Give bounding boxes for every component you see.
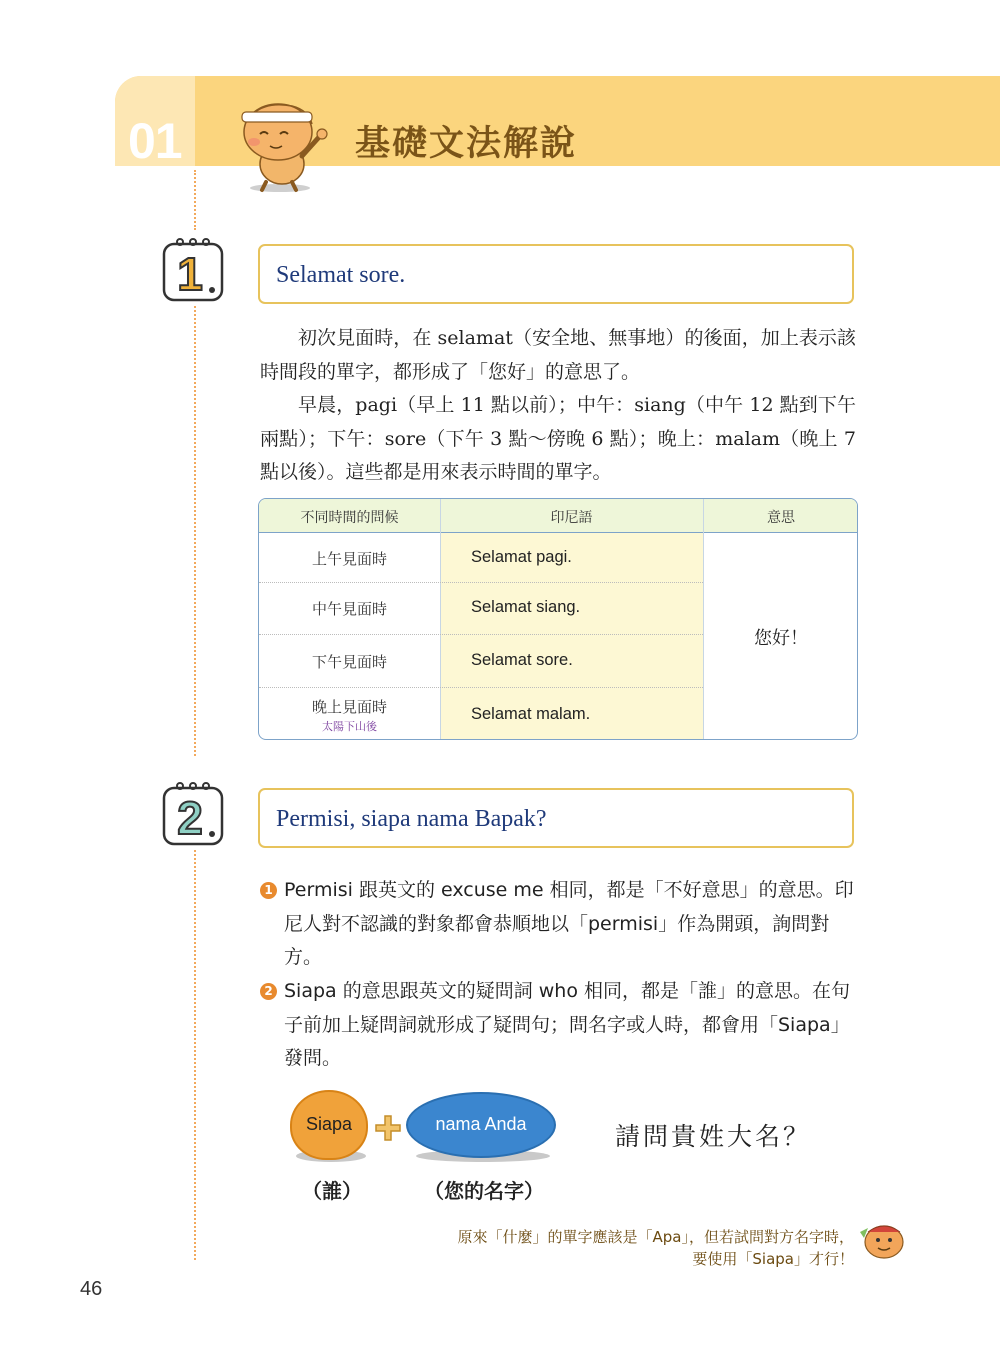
table-header-cell: 不同時間的問候 — [300, 510, 399, 526]
note-text: Permisi 跟英文的 excuse me 相同，都是「不好意思」的意思。印尼人對不認識的對象都會恭順地以「permisi」作為開頭，詢問對方。 — [284, 879, 854, 968]
calendar-badge-icon — [160, 234, 226, 304]
note-item — [260, 874, 856, 975]
siapa-gloss: （誰） — [302, 1179, 362, 1203]
tip-text — [380, 1226, 854, 1270]
table-cell-indonesian: Selamat sore. — [471, 651, 573, 669]
explanation-text — [260, 322, 856, 490]
page-number: 46 — [80, 1278, 103, 1300]
row-divider — [259, 582, 703, 583]
nama-anda-word: nama Anda — [435, 1114, 527, 1134]
dotted-guide — [194, 850, 196, 1260]
siapa-bubble — [290, 1090, 368, 1160]
nama-anda-gloss: （您的名字） — [424, 1179, 544, 1203]
section-heading-box — [258, 244, 854, 304]
column-divider — [440, 499, 441, 739]
row-divider — [259, 687, 703, 688]
greeting-table — [258, 498, 858, 740]
plus-icon — [374, 1114, 402, 1142]
paragraph: 早晨，pagi（早上 11 點以前）；中午：siang（中午 12 點到下午兩點）；下午：sore（下午 3 點～傍晚 6 點）；晚上：malam（晚上 7 點以後）。這些都是用來表示時間的單字。 — [260, 394, 856, 483]
table-header-cell: 印尼語 — [550, 510, 593, 526]
table-header-cell: 意思 — [767, 510, 795, 526]
tip-line: 要使用「Siapa」才行！ — [692, 1250, 854, 1268]
table-cell-time: 晚上見面時 — [311, 698, 387, 716]
section-heading-box — [258, 788, 854, 848]
note-item — [260, 975, 856, 1076]
table-cell-time-note: 太陽下山後 — [322, 720, 377, 733]
table-cell-indonesian: Selamat pagi. — [471, 548, 572, 566]
chapter-number: 01 — [128, 113, 182, 169]
mascot-face-icon — [858, 1218, 906, 1260]
table-cell-time: 下午見面時 — [311, 653, 387, 671]
section-title: Permisi, siapa nama Bapak? — [276, 806, 547, 832]
table-cell-time: 上午見面時 — [311, 550, 387, 568]
table-cell-meaning: 您好！ — [754, 628, 808, 649]
row-divider — [259, 634, 703, 635]
note-text: Siapa 的意思跟英文的疑問詞 who 相同，都是「誰」的意思。在句子前加上疑問詞就形成了疑問句；問名字或人時，都會用「Siapa」發問。 — [284, 980, 851, 1069]
mascot-illustration — [230, 94, 342, 194]
formula-result: 請問貴姓大名？ — [615, 1122, 812, 1151]
note-number-marker: 2 — [260, 983, 277, 1000]
tip-line: 原來「什麼」的單字應該是「Apa」，但若試問對方名字時， — [457, 1228, 854, 1246]
badge-number: 1 — [177, 248, 203, 300]
section-title: Selamat sore. — [276, 262, 406, 288]
table-cell-indonesian: Selamat malam. — [471, 705, 591, 723]
chapter-title: 基礎文法解說 — [355, 124, 578, 164]
table-cell-indonesian: Selamat siang. — [471, 598, 581, 616]
nama-anda-bubble — [406, 1092, 556, 1158]
dotted-guide — [194, 306, 196, 756]
paragraph: 初次見面時，在 selamat（安全地、無事地）的後面，加上表示該時間段的單字，都形成了「您好」的意思了。 — [260, 327, 856, 383]
calendar-badge-icon — [160, 778, 226, 848]
badge-number: 2 — [177, 792, 203, 844]
table-cell-time: 中午見面時 — [311, 600, 387, 618]
siapa-word: Siapa — [305, 1114, 353, 1134]
dotted-guide — [194, 170, 196, 230]
column-divider — [703, 499, 704, 739]
note-number-marker: 1 — [260, 882, 277, 899]
